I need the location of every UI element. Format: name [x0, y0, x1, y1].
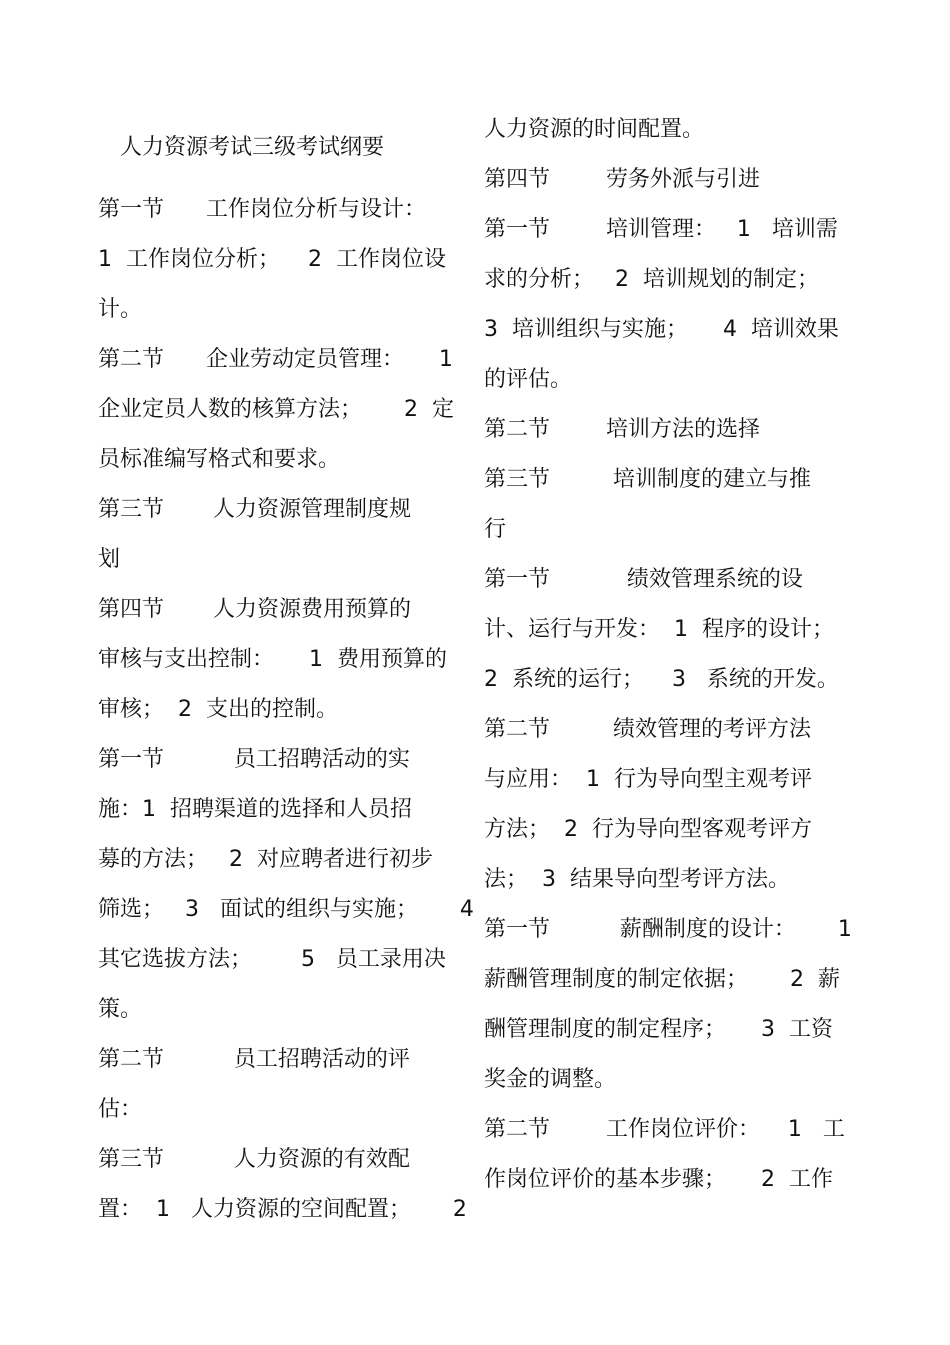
text-line: 第一节 员工招聘活动的实: [98, 747, 410, 772]
text-line: 2 系统的运行； 3 系统的开发。: [484, 667, 839, 692]
left-column: [98, 123, 474, 1235]
text-line: 计。: [98, 297, 143, 322]
text-line: 第三节 培训制度的建立与推: [484, 467, 811, 492]
text-line: 方法； 2 行为导向型客观考评方: [484, 817, 812, 842]
text-line: 1 工作岗位分析； 2 工作岗位设: [98, 247, 446, 272]
text-line: 员标准编写格式和要求。: [98, 447, 341, 472]
text-line: 的评估。: [484, 367, 573, 392]
text-line: 筛选； 3 面试的组织与实施； 4: [98, 897, 474, 922]
text-line: 审核； 2 支出的控制。: [98, 697, 338, 722]
text-line: 第一节 绩效管理系统的设: [484, 567, 803, 592]
text-line: 求的分析； 2 培训规划的制定；: [484, 267, 819, 292]
text-line: 法； 3 结果导向型考评方法。: [484, 867, 790, 892]
text-line: 其它选拔方法； 5 员工录用决: [98, 947, 446, 972]
text-line: 第一节 薪酬制度的设计： 1: [484, 917, 852, 942]
text-line: 酬管理制度的制定程序； 3 工资: [484, 1017, 833, 1042]
text-line: 第四节 人力资源费用预算的: [98, 597, 411, 622]
text-line: 企业定员人数的核算方法； 2 定: [98, 397, 454, 422]
text-line: 第三节 人力资源的有效配: [98, 1147, 410, 1172]
text-line: 第二节 员工招聘活动的评: [98, 1047, 410, 1072]
text-line: 奖金的调整。: [484, 1067, 617, 1092]
text-line: 第一节 培训管理： 1 培训需: [484, 217, 838, 242]
text-line: 计、运行与开发： 1 程序的设计；: [484, 617, 834, 642]
text-line: 薪酬管理制度的制定依据； 2 薪: [484, 967, 840, 992]
text-line: 第二节 工作岗位评价： 1 工: [484, 1117, 845, 1142]
text-line: 第一节 工作岗位分析与设计：: [98, 197, 426, 222]
text-line: 第二节 企业劳动定员管理： 1: [98, 347, 453, 372]
right-column: [484, 105, 852, 1205]
text-line: 3 培训组织与实施； 4 培训效果: [484, 317, 839, 342]
text-line: 与应用： 1 行为导向型主观考评: [484, 767, 812, 792]
text-line: 第二节 绩效管理的考评方法: [484, 717, 811, 742]
text-line: 人力资源的时间配置。: [484, 117, 705, 142]
text-line: 作岗位评价的基本步骤； 2 工作: [484, 1167, 833, 1192]
text-line: 第二节 培训方法的选择: [484, 417, 760, 442]
text-line: 第四节 劳务外派与引进: [484, 167, 760, 192]
text-line: 划: [98, 547, 121, 572]
text-line: 募的方法； 2 对应聘者进行初步: [98, 847, 433, 872]
text-line: 施：1 招聘渠道的选择和人员招: [98, 797, 412, 822]
text-line: 置： 1 人力资源的空间配置； 2: [98, 1197, 467, 1222]
text-line: 审核与支出控制： 1 费用预算的: [98, 647, 447, 672]
text-line: 策。: [98, 997, 143, 1022]
document-title: 人力资源考试三级考试纲要: [120, 135, 385, 160]
text-line: 估：: [98, 1097, 143, 1122]
text-line: 第三节 人力资源管理制度规: [98, 497, 411, 522]
text-line: 行: [484, 517, 507, 542]
